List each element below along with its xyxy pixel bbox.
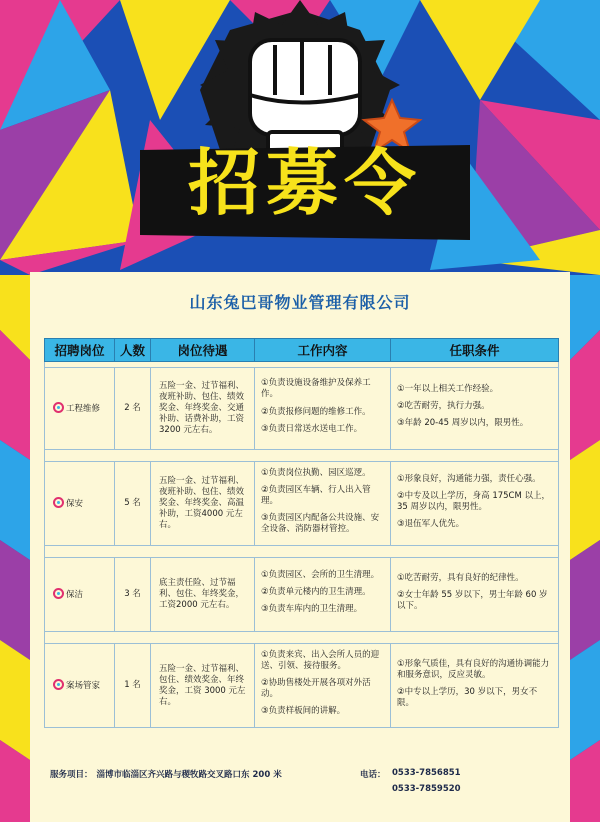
bullet-icon <box>53 497 64 508</box>
duties-cell <box>255 368 391 450</box>
project-address <box>50 768 282 780</box>
duty-item: ②负责单元楼内的卫生清理。 <box>261 587 371 598</box>
duty-item: ③负责日常送水送电工作。 <box>261 423 363 434</box>
count-cell: 5 名 <box>115 462 151 546</box>
requirement-item: ②吃苦耐劳，执行力强。 <box>397 400 490 411</box>
requirement-item: ②中专以上学历，30 岁以下，男女不限。 <box>397 686 538 708</box>
position-cell <box>45 368 115 450</box>
benefits-cell: 五险一金、过节福利、包住、绩效奖金、年终奖金，工资 3000 元左右。 <box>151 644 255 728</box>
benefits-cell: 底主责任险、过节福利、包住、年终奖金，工资2000 元左右。 <box>151 558 255 632</box>
duty-item: ①负责岗位执勤、园区巡逻。 <box>261 468 371 478</box>
table-row <box>45 558 559 632</box>
project-label: 项目： <box>67 770 93 780</box>
duties-cell <box>255 644 391 728</box>
position-label: 案场管家 <box>66 681 101 692</box>
requirements-cell <box>391 644 559 728</box>
requirement-item: ①吃苦耐劳，具有良好的纪律性。 <box>397 573 524 584</box>
position-cell <box>45 558 115 632</box>
duty-item: ②负责报修问题的维修工作。 <box>261 406 371 417</box>
requirement-item: ③退伍军人优先。 <box>397 518 465 529</box>
requirement-item: ②女士年龄 55 岁以下，男士年龄 60 岁以下。 <box>397 590 548 612</box>
phone-number-2: 0533-7859520 <box>392 784 461 794</box>
bullet-icon <box>53 402 64 413</box>
header-benefits: 岗位待遇 <box>151 339 255 362</box>
position-cell <box>45 644 115 728</box>
header-position: 招聘岗位 <box>45 339 115 362</box>
position-label: 保安 <box>66 499 84 510</box>
count-cell: 1 名 <box>115 644 151 728</box>
requirement-item: ①一年以上相关工作经验。 <box>397 383 499 394</box>
benefits-cell: 五险一金、过节福利、夜班补助、包住、绩效奖金、年终奖金、交通补助、话费补助，工资3200 元左右。 <box>151 368 255 450</box>
duty-item: ①负责设施设备维护及保养工作。 <box>261 378 371 400</box>
table-header-row <box>45 339 559 362</box>
job-table <box>44 338 559 728</box>
duty-item: ②负责园区车辆、行人出入管理。 <box>261 485 371 507</box>
duties-cell <box>255 462 391 546</box>
position-label: 工程维修 <box>66 403 101 414</box>
bullet-icon <box>53 679 64 690</box>
count-cell: 3 名 <box>115 558 151 632</box>
duty-item: ③负责园区内配备公共设施、安全设备、消防器材管控。 <box>261 513 380 535</box>
requirement-item: ③年龄 20-45 周岁以内，限男性。 <box>397 418 529 429</box>
requirements-cell <box>391 558 559 632</box>
bullet-icon <box>53 588 64 599</box>
duties-cell <box>255 558 391 632</box>
requirement-item: ①形象良好，沟通能力强，责任心强。 <box>397 473 541 484</box>
header-requirements: 任职条件 <box>391 339 559 362</box>
duty-item: ③负责样板间的讲解。 <box>261 706 346 717</box>
duty-item: ①负责园区、会所的卫生清理。 <box>261 570 380 581</box>
phone-number-1: 0533-7856851 <box>392 768 461 778</box>
table-row <box>45 462 559 546</box>
company-name: 山东兔巴哥物业管理有限公司 <box>189 293 411 312</box>
phone-label: 电话： <box>360 770 386 780</box>
position-cell <box>45 462 115 546</box>
table-row <box>45 644 559 728</box>
requirements-cell <box>391 462 559 546</box>
benefits-cell: 五险一金、过节福利、夜班补助、包住、绩效奖金、年终奖金、高温补助，工资4000 元左右。 <box>151 462 255 546</box>
count-cell: 2 名 <box>115 368 151 450</box>
header-duties: 工作内容 <box>255 339 391 362</box>
table-row <box>45 368 559 450</box>
position-label: 保洁 <box>66 590 84 601</box>
requirement-item: ①形象气质佳，具有良好的沟通协调能力和服务意识，反应灵敏。 <box>397 658 550 680</box>
duty-item: ②协助售楼处开展各项对外活动。 <box>261 678 371 700</box>
duty-item: ①负责来宾、出入会所人员的迎送、引领、接待服务。 <box>261 650 380 672</box>
requirement-item: ②中专及以上学历，身高 175CM 以上，35 周岁以内，限男性。 <box>397 490 551 512</box>
headline-title: 招募令 <box>187 141 422 225</box>
address-text: 淄博市临淄区齐兴路与稷牧路交叉路口东 200 米 <box>96 770 282 780</box>
duty-item: ③负责车库内的卫生清理。 <box>261 604 363 615</box>
header-count: 人数 <box>115 339 151 362</box>
project-prefix: 服务 <box>50 770 68 780</box>
requirements-cell <box>391 368 559 450</box>
